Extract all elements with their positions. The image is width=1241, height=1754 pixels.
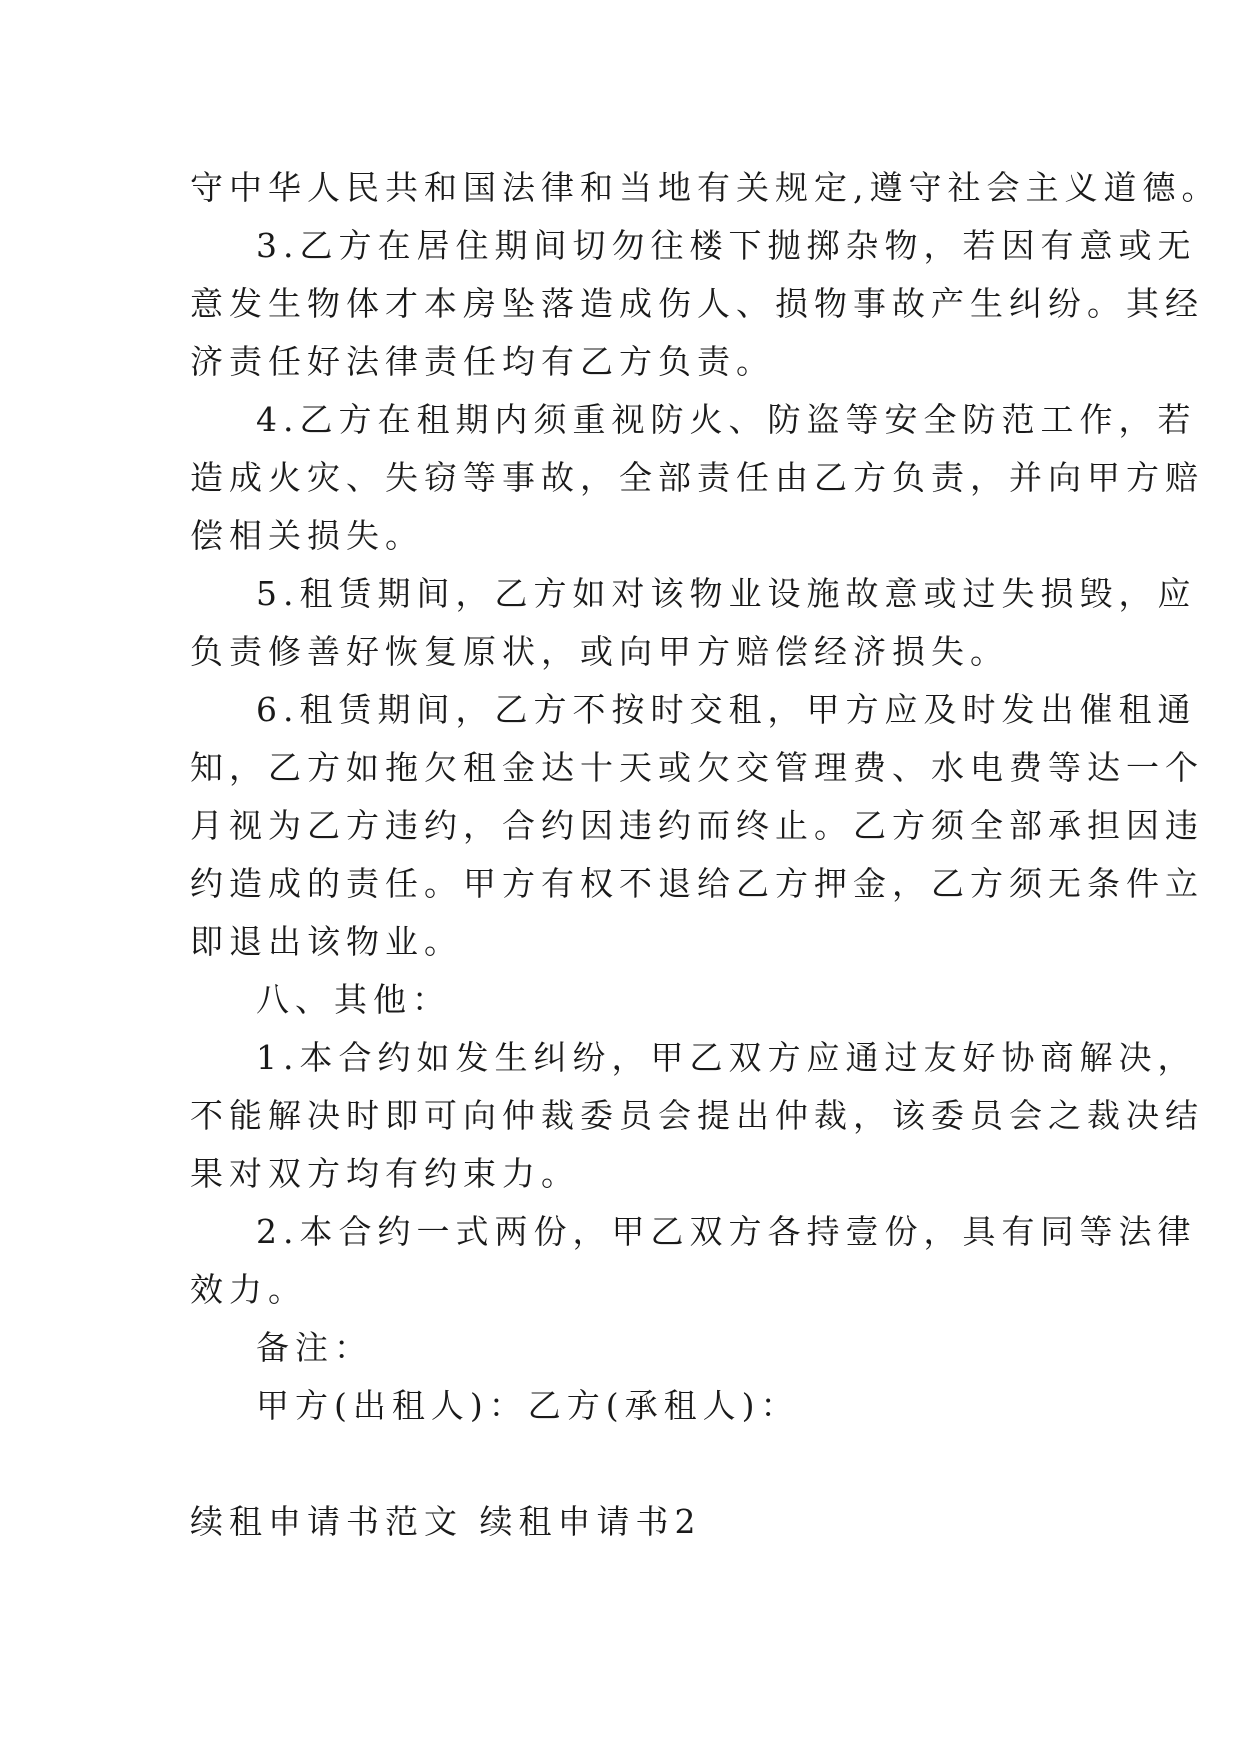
text-line: 负责修善好恢复原状，或向甲方赔偿经济损失。: [190, 632, 1009, 671]
text-line: 6.租赁期间，乙方不按时交租，甲方应及时发出催租通: [256, 690, 1197, 729]
text-line: 果对双方均有约束力。: [190, 1154, 580, 1193]
remark-label: 备注：: [256, 1328, 373, 1367]
text-line: 约造成的责任。甲方有权不退给乙方押金，乙方须无条件立: [190, 864, 1204, 903]
text-line: 5.租赁期间，乙方如对该物业设施故意或过失损毁，应: [256, 574, 1197, 613]
text-line: 月视为乙方违约，合约因违约而终止。乙方须全部承担因违: [190, 806, 1204, 845]
next-document-title: 续租申请书范文 续租申请书2: [190, 1502, 702, 1541]
text-line: 1.本合约如发生纠纷，甲乙双方应通过友好协商解决，: [256, 1038, 1197, 1077]
text-line: 即退出该物业。: [190, 922, 463, 961]
text-line: 偿相关损失。: [190, 516, 424, 555]
text-line: 3.乙方在居住期间切勿往楼下抛掷杂物，若因有意或无: [256, 226, 1197, 265]
text-line: 造成火灾、失窃等事故，全部责任由乙方负责，并向甲方赔: [190, 458, 1204, 497]
text-line: 济责任好法律责任均有乙方负责。: [190, 342, 775, 381]
signature-line: 甲方(出租人)：乙方(承租人)：: [256, 1386, 800, 1425]
text-line: 守中华人民共和国法律和当地有关规定,遵守社会主义道德。: [190, 168, 1221, 207]
text-line: 2.本合约一式两份，甲乙双方各持壹份，具有同等法律: [256, 1212, 1197, 1251]
text-line: 知，乙方如拖欠租金达十天或欠交管理费、水电费等达一个: [190, 748, 1204, 787]
text-line: 4.乙方在租期内须重视防火、防盗等安全防范工作，若: [256, 400, 1197, 439]
text-line: 意发生物体才本房坠落造成伤人、损物事故产生纠纷。其经: [190, 284, 1204, 323]
text-line: 效力。: [190, 1270, 307, 1309]
text-line: 不能解决时即可向仲裁委员会提出仲裁，该委员会之裁决结: [190, 1096, 1204, 1135]
section-heading: 八、其他：: [256, 980, 451, 1019]
